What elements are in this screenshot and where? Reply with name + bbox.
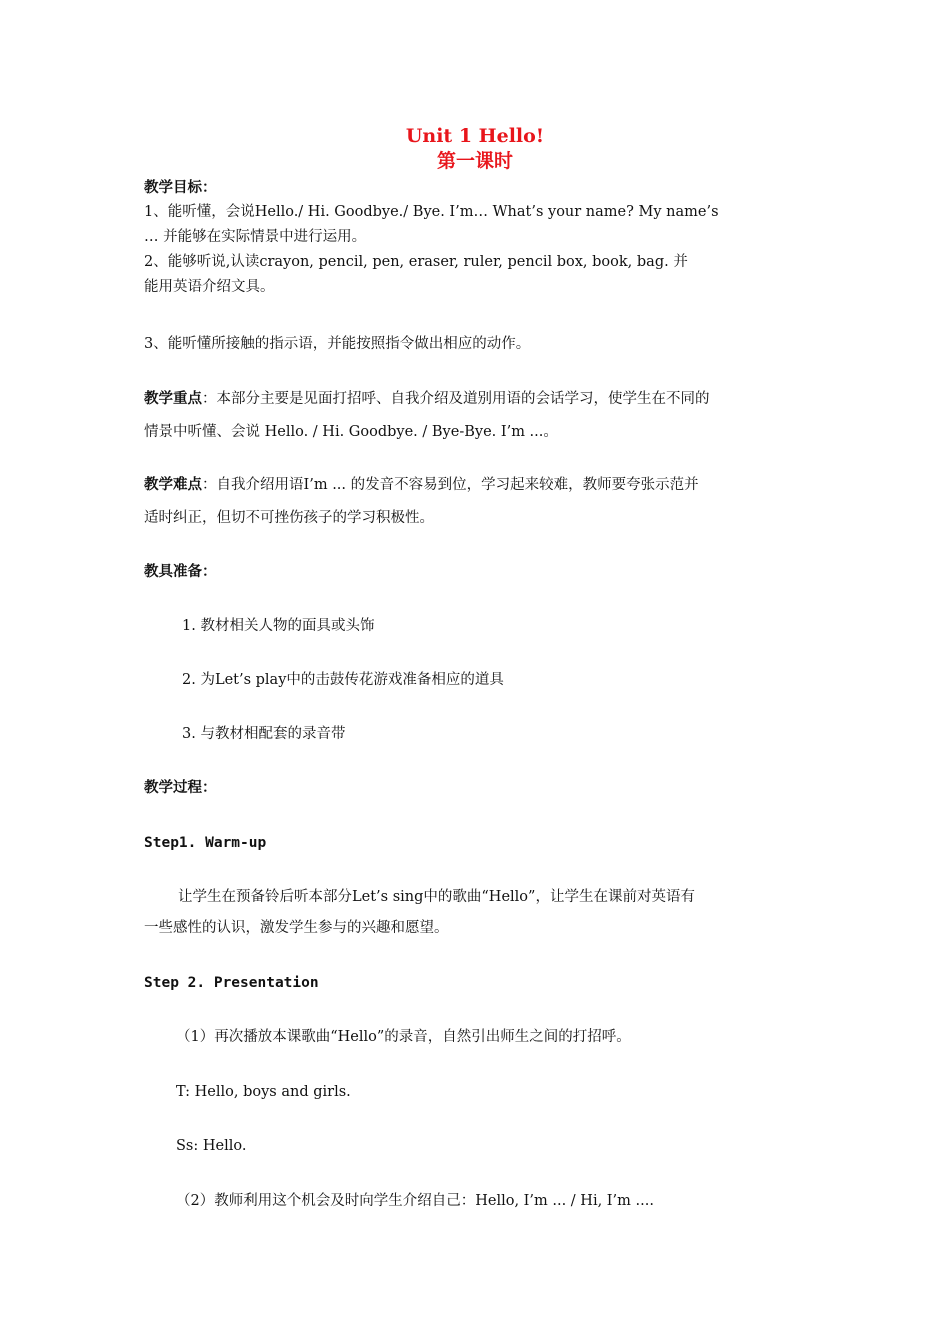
objective-1-line-1: 1、能听懂，会说Hello./ Hi. Goodbye./ Bye. I’m… What’s your name? My name’s [144,204,719,220]
key-points-text: ：本部分主要是见面打招呼、自我介绍及道别用语的会话学习，使学生在不同的 [202,391,710,407]
difficulties-line-1 [144,475,699,495]
step1-text-line-1: 让学生在预备铃后听本部分Let’s sing中的歌曲“Hello”，让学生在课前对英语有 [178,889,695,905]
objectives-heading: 教学目标： [144,179,217,196]
step2-title: Step 2. Presentation [144,975,319,991]
difficulties-label: 教学难点 [144,476,202,493]
materials-item-1: 1. 教材相关人物的面具或头饰 [182,618,375,634]
key-points-label: 教学重点 [144,390,202,407]
key-points-line-1 [144,389,710,409]
materials-item-2: 2. 为Let’s play中的击鼓传花游戏准备相应的道具 [182,672,504,688]
step2-paragraph-1: （1）再次播放本课歌曲“Hello”的录音，自然引出师生之间的打招呼。 [176,1029,631,1045]
key-points-line-2: 情景中听懂、会说 Hello. / Hi. Goodbye. / Bye-Bye. I’m ...。 [144,424,558,440]
step1-title: Step1. Warm-up [144,835,267,851]
process-heading: 教学过程： [144,779,217,796]
difficulties-line-2: 适时纠正，但切不可挫伤孩子的学习积极性。 [144,510,434,526]
dialog-students-line: Ss: Hello. [176,1138,247,1154]
objective-2-line-1: 2、能够听说,认读crayon, pencil, pen, eraser, ruler, pencil box, book, bag. 并 [144,254,688,270]
materials-item-3: 3. 与教材相配套的录音带 [182,726,346,742]
document-title: Unit 1 Hello! [405,125,545,147]
step2-paragraph-2: （2）教师利用这个机会及时向学生介绍自己：Hello, I’m ... / Hi, I’m .... [176,1193,654,1209]
objective-2-line-2: 能用英语介绍文具。 [144,279,275,295]
difficulties-text: ：自我介绍用语I’m ... 的发音不容易到位，学习起来较难，教师要夸张示范并 [202,477,699,493]
materials-heading: 教具准备： [144,563,217,580]
objective-3: 3、能听懂所接触的指示语，并能按照指令做出相应的动作。 [144,336,531,352]
step1-text-line-2: 一些感性的认识，激发学生参与的兴趣和愿望。 [144,920,449,936]
objective-1-line-2: … 并能够在实际情景中进行运用。 [144,229,367,245]
dialog-teacher-line: T: Hello, boys and girls. [176,1084,351,1100]
document-subtitle: 第一课时 [436,150,513,172]
